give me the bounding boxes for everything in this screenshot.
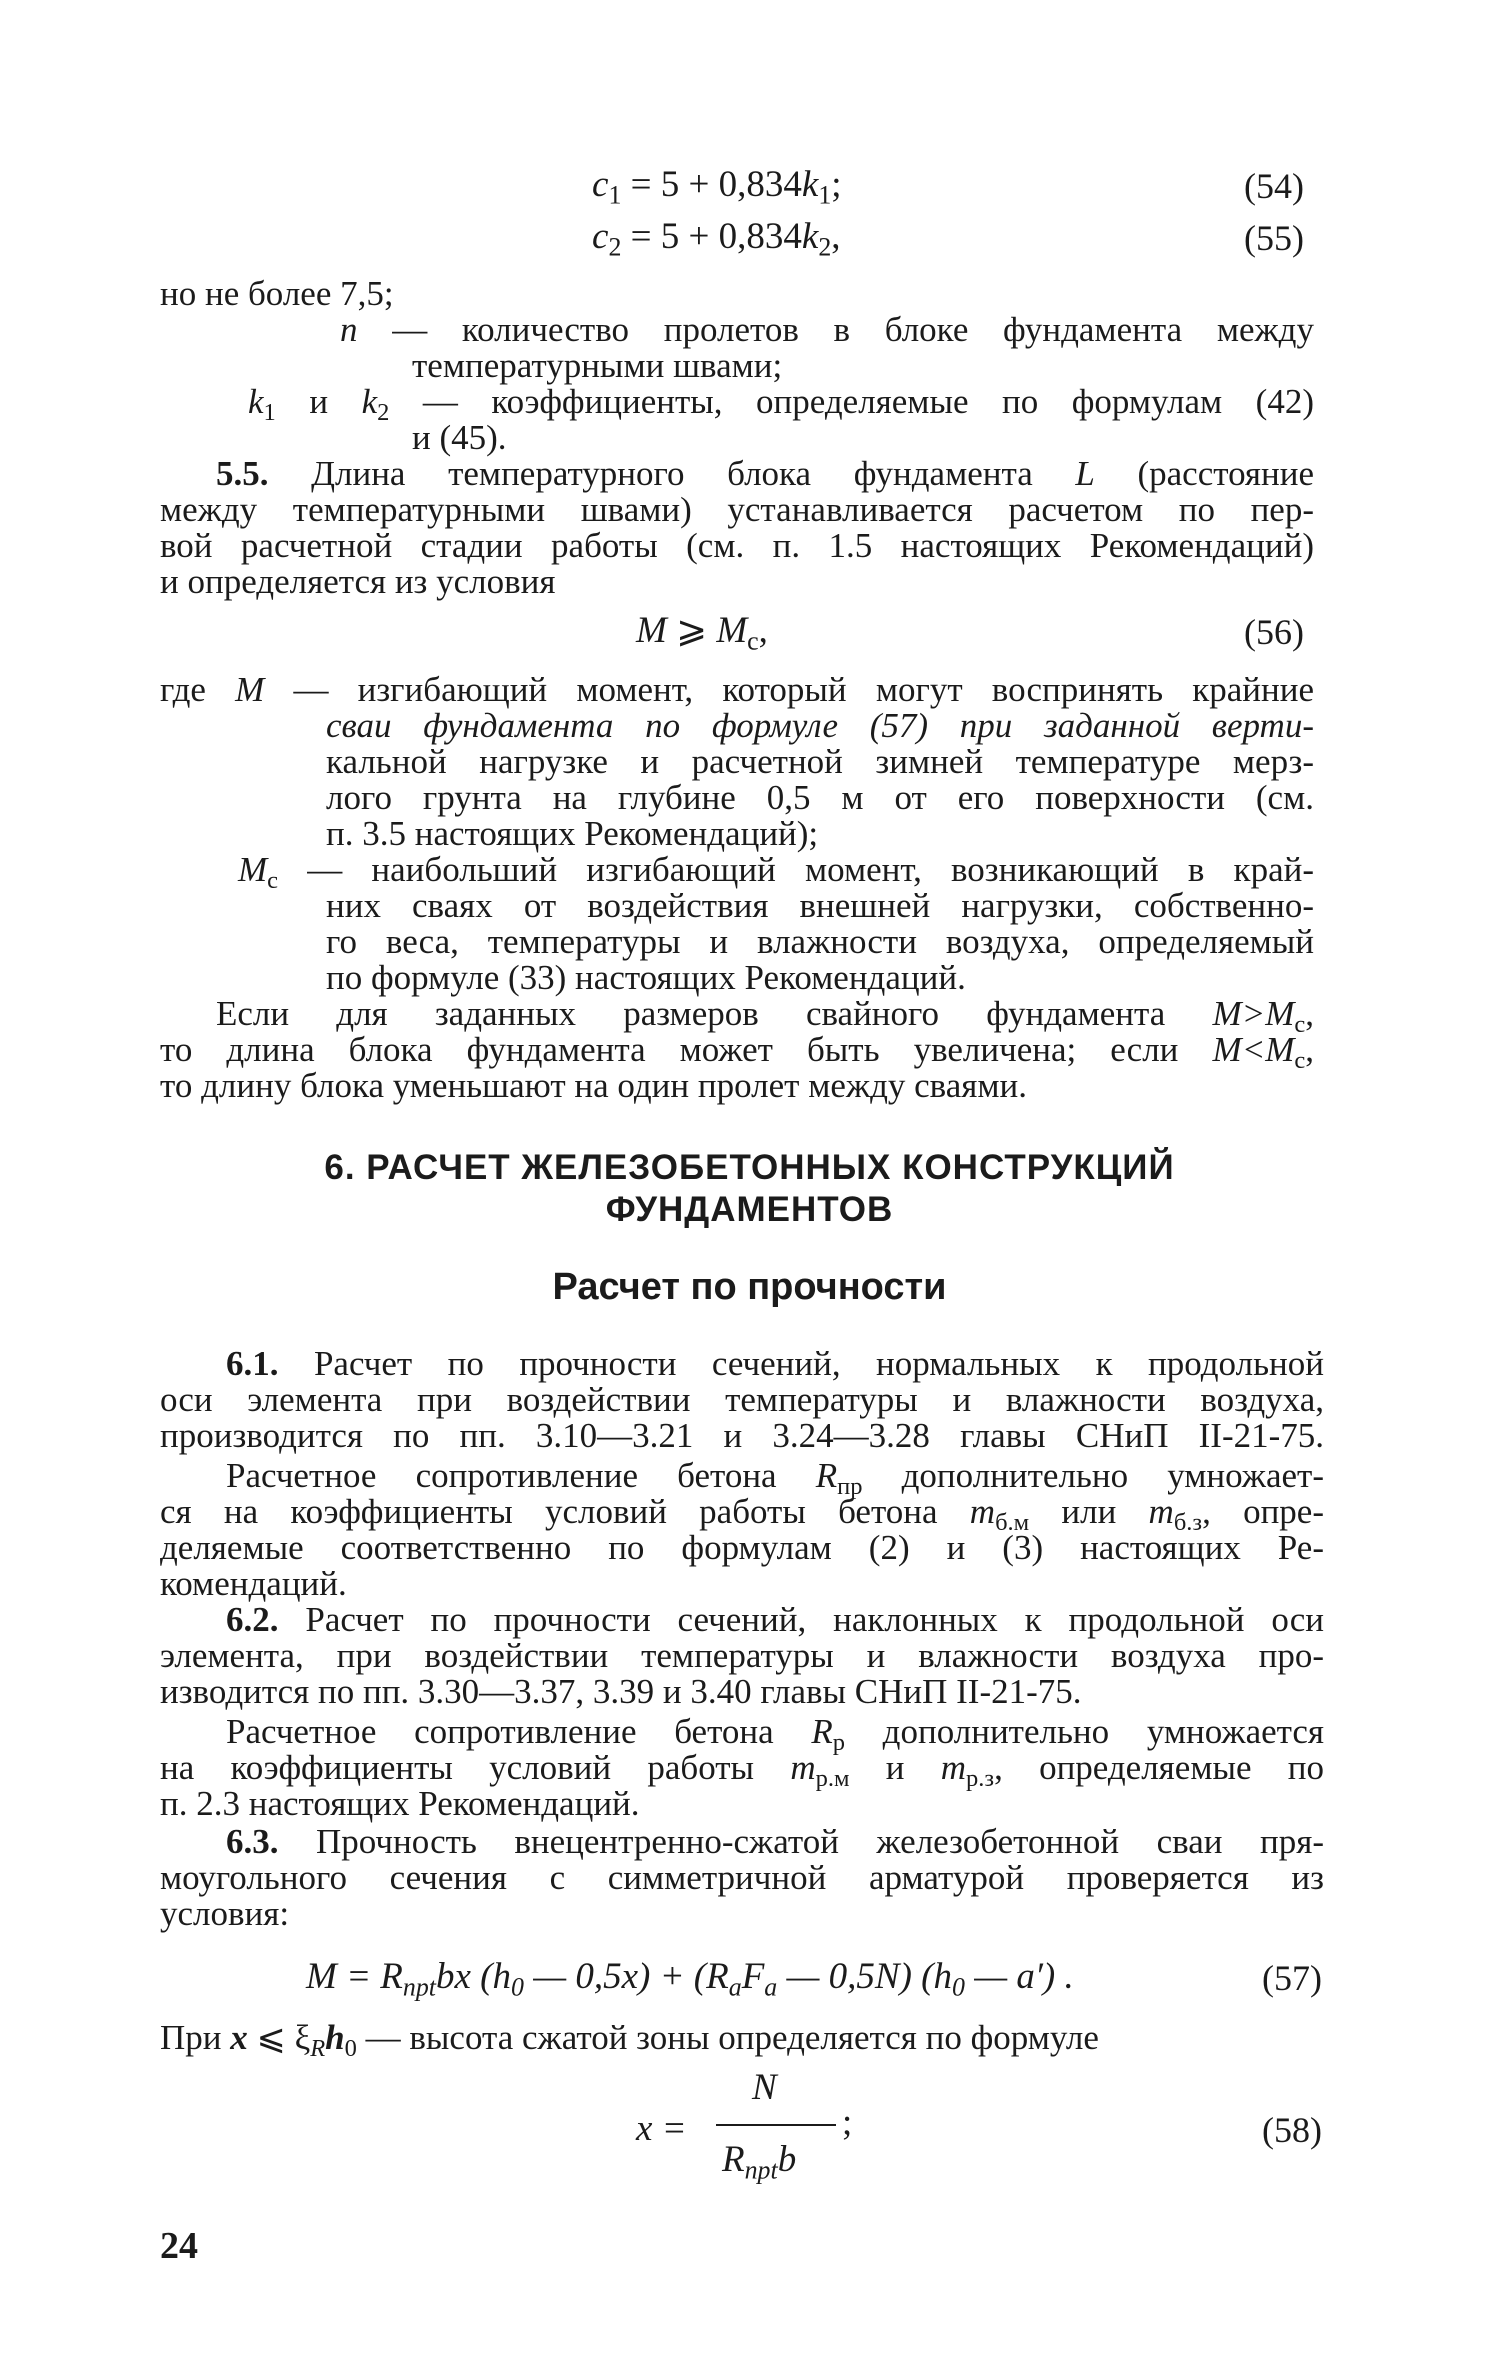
resistance-1-line4: комендаций. <box>160 1564 347 1603</box>
n-symbol: n <box>340 310 358 349</box>
p55-text-b: (расстояние <box>1094 454 1314 493</box>
r1-or: или <box>1029 1492 1149 1531</box>
p55-text: Длина температурного блока фундамента <box>268 454 1076 493</box>
section-heading-line1: 6. РАСЧЕТ ЖЕЛЕЗОБЕТОННЫХ КОНСТРУКЦИЙ <box>324 1148 1175 1187</box>
r2-Rsub: р <box>832 1728 845 1756</box>
mc-definition: $M_c$ — наибольший изгибающий момент, возникающий в край- <box>238 850 1314 894</box>
eq56-end: , <box>758 610 768 651</box>
eq58-numerator: N <box>752 2067 777 2108</box>
k-definition: $k_1$ и $k_2$ — коэффициенты, определяемые по формулам (42) <box>248 382 1314 426</box>
mc-symbol: M <box>238 850 268 889</box>
r2-m2sub: р.з <box>966 1764 995 1792</box>
r2-m1sub: р.м <box>815 1764 850 1792</box>
cond1-comma: , <box>1305 994 1314 1033</box>
eq57-F: F <box>741 1956 765 1997</box>
eq57-h0: 0 <box>510 1972 524 2002</box>
m-definition-line5: п. 3.5 настоящих Рекомендаций); <box>326 814 819 853</box>
text-line: но не более 7,5; <box>160 274 394 313</box>
eq56-mc: M <box>716 610 748 651</box>
cond2-sub: c <box>1294 1046 1306 1074</box>
eq57-e: — a′) . <box>964 1956 1074 1997</box>
eq58-semicolon: ; <box>842 2102 853 2143</box>
eq57-a: M = R <box>306 1956 403 1997</box>
r1-l2-text: ся на коэффициенты условий работы бетона <box>160 1492 970 1531</box>
eq58-R: R <box>722 2139 745 2180</box>
cond1-ineq: M>M <box>1212 994 1295 1033</box>
mc-definition-line3: го веса, температуры и влажности воздуха, определяемый <box>326 922 1314 961</box>
eq58-fraction-bar <box>716 2124 836 2126</box>
cond2-ineq: M<M <box>1212 1030 1295 1069</box>
eq57-t: t <box>428 1972 436 2002</box>
mc-definition-line4: по формуле (33) настоящих Рекомендаций. <box>326 958 966 997</box>
k-definition-cont: и (45). <box>412 418 507 457</box>
paragraph-6-2-line2: элемента, при воздействии температуры и влажности воздуха про- <box>160 1636 1324 1675</box>
eq58-lhs: x = <box>636 2108 687 2149</box>
eq57-sub: пр <box>402 1972 429 2002</box>
r1-m2sub: б.з <box>1173 1508 1203 1536</box>
paragraph-number: 5.5. <box>216 454 269 493</box>
eq55-lhs: c <box>592 216 609 257</box>
paragraph-6-3-line2: моугольного сечения с симметричной арматурой проверяется из <box>160 1858 1324 1897</box>
eq57-d: — 0,5N) (h <box>777 1956 952 1997</box>
eq58-b: b <box>777 2139 797 2180</box>
paragraph-number: 6.1. <box>226 1344 279 1383</box>
eq55-ksub: 2 <box>818 232 832 262</box>
k-def-text: — коэффициенты, определяемые по формулам (42) <box>389 382 1314 421</box>
subsection-heading: Расчет по прочности <box>552 1266 947 1308</box>
eq57-h0b: 0 <box>951 1972 965 2002</box>
condition-line3: то длину блока уменьшают на один пролет между сваями. <box>160 1066 1027 1105</box>
pri-0: 0 <box>344 2034 357 2062</box>
p63-text: Прочность внецентренно-сжатой железобетонной сваи пря- <box>278 1822 1324 1861</box>
paragraph-6-3-line1 <box>226 1824 1324 1859</box>
section-heading-line2: ФУНДАМЕНТОВ <box>605 1190 894 1229</box>
cond1-text: Если для заданных размеров свайного фундамента <box>216 994 1213 1033</box>
r1-l2-end: , опре- <box>1202 1492 1325 1531</box>
paragraph-5-5-line3: вой расчетной стадии работы (см. п. 1.5 настоящих Рекомендаций) <box>160 526 1314 565</box>
resistance-1-line3: деляемые соответственно по формулам (2) и (3) настоящих Ре- <box>160 1528 1324 1567</box>
eq54-sub: 1 <box>608 180 622 210</box>
cond2-comma: , <box>1305 1030 1314 1069</box>
eq55-rhs: = 5 + 0,834 <box>621 216 802 257</box>
paragraph-6-1-line3: производится по пп. 3.10—3.21 и 3.24—3.28 главы СНиП II-21-75. <box>160 1416 1324 1455</box>
r2-text: Расчетное сопротивление бетона <box>226 1712 812 1751</box>
k1-symbol: k <box>248 382 264 421</box>
r2-m1: m <box>790 1748 816 1787</box>
m-definition-line4: лого грунта на глубине 0,5 м от его поверхности (см. <box>326 778 1314 817</box>
paragraph-6-3-line3: условия: <box>160 1894 290 1933</box>
m-definition-line3: кальной нагрузке и расчетной зимней температуре мерз- <box>326 742 1314 781</box>
paragraph-number: 6.2. <box>226 1600 279 1639</box>
k-mid: и <box>275 382 362 421</box>
r2-m2: m <box>940 1748 967 1787</box>
m-symbol: M <box>235 670 265 709</box>
eq54-rhs: = 5 + 0,834 <box>621 164 802 205</box>
pri-h: h <box>325 2018 345 2057</box>
eq57-b: bx (h <box>435 1956 511 1997</box>
paragraph-6-1-line2: оси элемента при воздействии температуры и влажности воздуха, <box>160 1380 1324 1419</box>
eq56-m: M <box>636 610 667 651</box>
eq54-lhs: c <box>592 164 609 205</box>
r1-m2: m <box>1148 1492 1174 1531</box>
eq57-c: — 0,5x) + (R <box>523 1956 729 1997</box>
equation-54 <box>592 166 842 208</box>
n-definition <box>340 312 1314 347</box>
r2-R: R <box>811 1712 833 1751</box>
m-definition-line2: сваи фундамента по формуле (57) при заданной верти- <box>326 706 1314 745</box>
m-def-text: — изгибающий момент, который могут воспринять крайние <box>264 670 1314 709</box>
where-word: где <box>160 670 236 709</box>
eq57-a2: a <box>764 1972 778 2002</box>
r1-text-b: дополнительно умножает- <box>862 1456 1324 1495</box>
paragraph-5-5-line2: между температурными швами) устанавливается расчетом по пер- <box>160 490 1314 529</box>
paragraph-6-2-line1 <box>226 1602 1324 1637</box>
r1-Rsub: пр <box>837 1472 863 1500</box>
paragraph-6-2-line3: изводится по пп. 3.30—3.37, 3.39 и 3.40 главы СНиП II-21-75. <box>160 1672 1082 1711</box>
paragraph-5-5-line1 <box>216 456 1314 491</box>
eq57-number: (57) <box>1262 1958 1322 1998</box>
pri-R: R <box>310 2034 326 2062</box>
r1-m1sub: б.м <box>995 1508 1030 1536</box>
r2-l2-text: на коэффициенты условий работы <box>160 1748 791 1787</box>
n-def-text: — количество пролетов в блоке фундамента между <box>357 310 1314 349</box>
eq56-mcsub: c <box>747 626 759 656</box>
equation-57 <box>306 1958 1074 2000</box>
eq56-ge: ⩾ <box>666 610 717 651</box>
page-number: 24 <box>160 2225 198 2267</box>
eq58-number: (58) <box>1262 2110 1322 2150</box>
eq55-end: , <box>831 216 841 257</box>
eq55-k: k <box>801 216 819 257</box>
eq54-ksub: 1 <box>818 180 832 210</box>
r1-m1: m <box>969 1492 996 1531</box>
r2-and: и <box>849 1748 941 1787</box>
r1-R: R <box>815 1456 838 1495</box>
r1-text: Расчетное сопротивление бетона <box>226 1456 816 1495</box>
p61-text: Расчет по прочности сечений, нормальных к продольной <box>278 1344 1324 1383</box>
eq56-number: (56) <box>1244 612 1304 652</box>
condition-xi-line <box>160 2020 1099 2061</box>
pri-word: При <box>160 2018 231 2057</box>
r2-l2-end: , определяемые по <box>994 1748 1324 1787</box>
eq54-number: (54) <box>1244 166 1304 206</box>
p55-L: L <box>1075 454 1095 493</box>
eq58-denominator <box>722 2138 796 2185</box>
n-definition-cont: температурными швами; <box>412 346 783 385</box>
equation-56 <box>636 612 768 654</box>
m-definition <box>160 672 1314 707</box>
equation-55 <box>592 218 841 260</box>
mc-def-text: — наибольший изгибающий момент, возникающий в край- <box>278 850 1314 889</box>
eq58-sub: пр <box>744 2155 771 2185</box>
eq55-number: (55) <box>1244 218 1304 258</box>
eq54-k: k <box>801 164 819 205</box>
pri-le: ⩽ ξ <box>247 2018 311 2057</box>
resistance-2-line3: п. 2.3 настоящих Рекомендаций. <box>160 1784 640 1823</box>
pri-x: x <box>230 2018 248 2057</box>
k2-symbol: k <box>361 382 378 421</box>
eq55-sub: 2 <box>608 232 622 262</box>
eq58-t: t <box>770 2155 778 2185</box>
cond1-sub: c <box>1294 1010 1306 1038</box>
pri-text: — высота сжатой зоны определяется по формуле <box>356 2018 1099 2057</box>
cond2-text: то длина блока фундамента может быть увеличена; если <box>160 1030 1213 1069</box>
r2-text-b: дополнительно умножается <box>845 1712 1324 1751</box>
p62-text: Расчет по прочности сечений, наклонных к продольной оси <box>278 1600 1324 1639</box>
paragraph-6-1-line1 <box>226 1346 1324 1381</box>
eq54-end: ; <box>831 164 842 205</box>
paragraph-number: 6.3. <box>226 1822 279 1861</box>
mc-definition-line2: них сваях от воздействия внешней нагрузки, собственно- <box>326 886 1314 925</box>
paragraph-5-5-line4: и определяется из условия <box>160 562 556 601</box>
eq57-a1: a <box>728 1972 742 2002</box>
